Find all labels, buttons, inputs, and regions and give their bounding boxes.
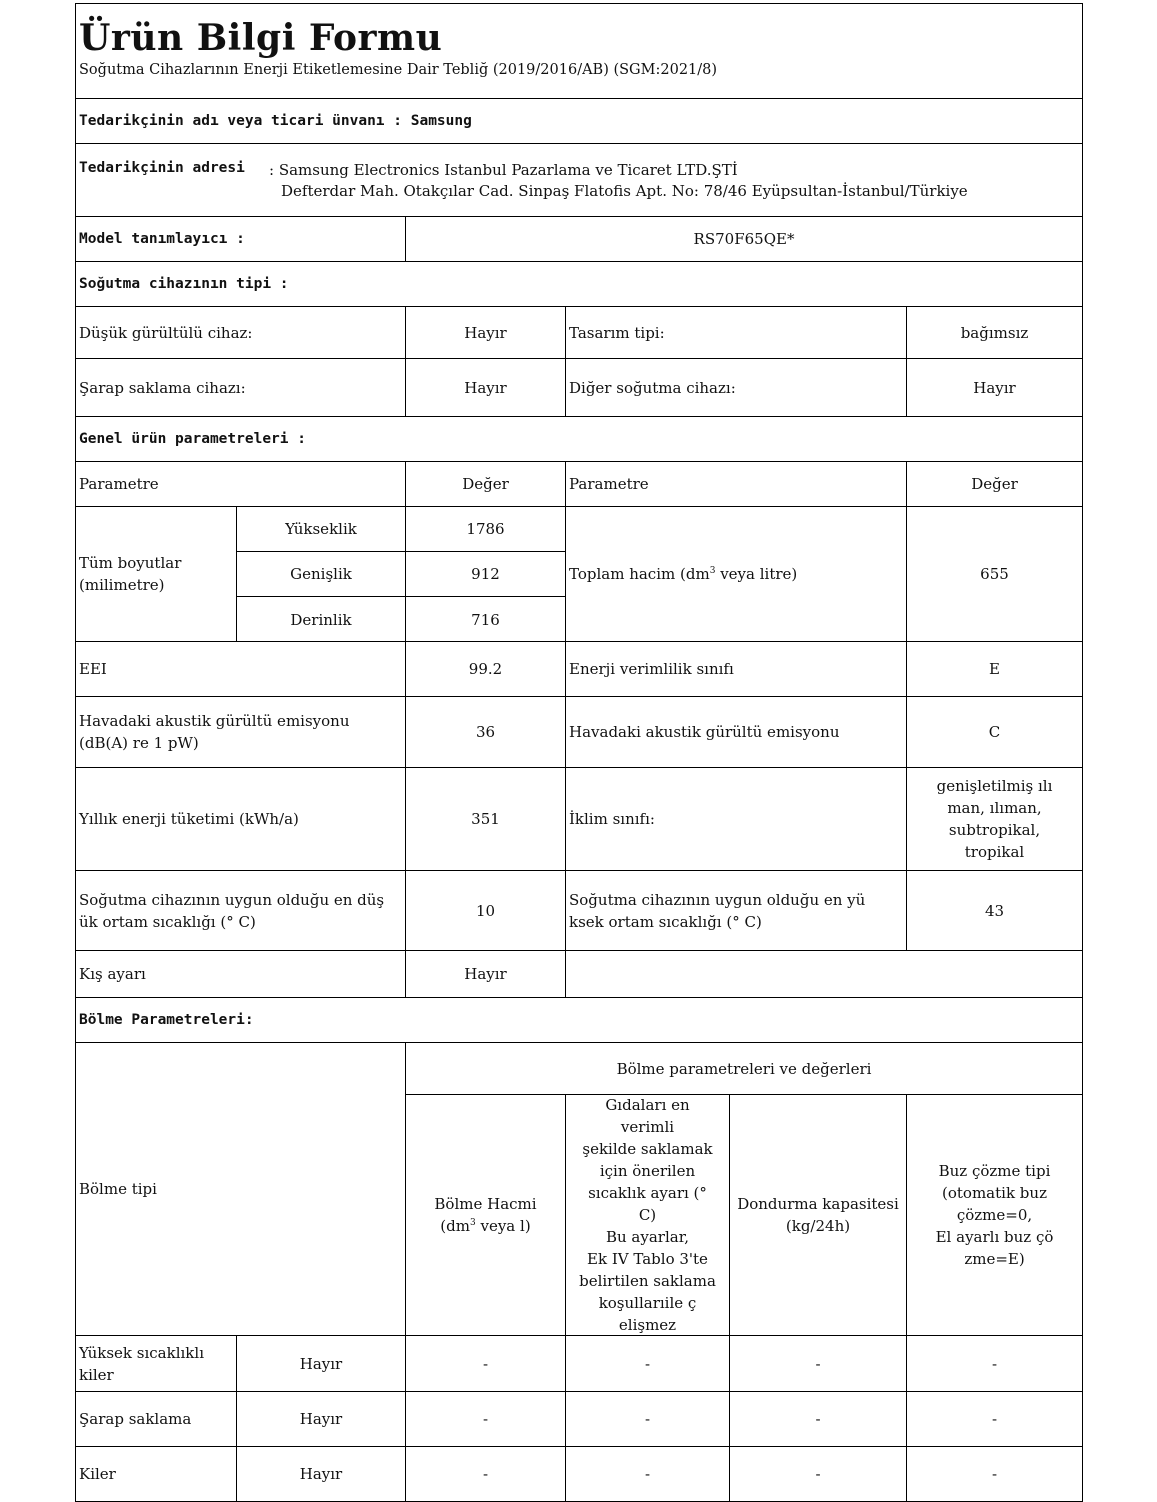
height-label: Yükseklik [237,507,405,552]
type-heading-row [76,262,1082,307]
total-volume-label-post: veya litre) [715,565,798,583]
compartment-temp: - [566,1447,730,1501]
max-temp-label [566,871,907,950]
compartment-defrost: - [991,1410,998,1428]
compartment-name-line2: kiler [79,1365,114,1384]
temp-header-line-4: için önerilen [599,1161,696,1180]
temp-header-line-10: koşullarıile ç [598,1293,697,1312]
depth-label: Derinlik [290,610,352,629]
supplier-row [76,99,1082,144]
freeze-header-line1: Dondurma kapasitesi [737,1194,899,1213]
compartment-name-line1: Yüksek sıcaklıklı [79,1343,204,1362]
eei-value: 99.2 [406,642,566,696]
annual-energy-value: 351 [406,768,566,870]
width-value: 912 [406,552,565,597]
temperature-row [76,871,1082,951]
temp-header-line-2: verimli [620,1117,675,1136]
compartment-temp-header [566,1094,730,1335]
noise-class-value: C [988,723,1001,741]
compartment-present: Hayır [237,1336,406,1391]
annual-energy-row [76,768,1082,871]
compartment-row [76,1336,1082,1392]
noise-value-label [76,697,406,767]
compartment-group-label: Bölme parametreleri ve değerleri [406,1043,1082,1095]
compartment-temp: - [566,1392,730,1446]
temp-header-line-1: Gıdaları en [605,1095,690,1114]
compartment-header-row [76,1043,1082,1336]
noise-value: 36 [406,697,566,767]
address-row [76,144,1082,217]
compartment-name-line1: Kiler [79,1465,116,1483]
model-label: Model tanımlayıcı : [76,217,406,261]
compartment-temp: - [566,1336,730,1391]
climate-label: İklim sınıfı: [566,768,907,870]
noise-label-line1: Havadaki akustik gürültü emisyonu [79,712,350,730]
total-volume-label [566,507,907,641]
climate-line-3: subtropikal, [948,821,1041,839]
compartment-present: Hayır [237,1392,406,1446]
compartment-defrost: - [991,1465,998,1483]
compartment-name [76,1336,237,1391]
compartment-name-line1: Şarap saklama [79,1410,192,1428]
volume-header-pre: (dm [440,1216,470,1235]
temp-header-line-7: Bu ayarlar, [605,1227,689,1246]
max-temp-label-line2: ksek ortam sıcaklığı (° C) [569,912,762,931]
param-header-1: Parametre [76,462,406,506]
compartment-defrost-header [907,1094,1082,1335]
address-line-2: Defterdar Mah. Otakçılar Cad. Sinpaş Flatofis Apt. No: 78/46 Eyüpsultan-İstanbul/Türkiye [281,182,968,200]
compartment-freeze: - [730,1392,907,1446]
volume-header-line1: Bölme Hacmi [434,1194,537,1213]
noise-label-line2: (dB(A) re 1 pW) [79,734,199,752]
supplier-label: Tedarikçinin adı veya ticari ünvanı : Samsung [79,113,472,129]
eei-row [76,642,1082,697]
product-info-form [75,3,1083,1502]
compartment-name [76,1447,237,1501]
max-temp-value: 43 [984,901,1005,920]
dimensions-row [76,507,1082,642]
compartment-freeze: - [730,1447,907,1501]
climate-line-1: genişletilmiş ılı [936,777,1053,795]
temp-header-line-6: C) [638,1205,657,1224]
dimension-values [406,507,566,641]
compartment-heading: Bölme Parametreleri: [79,1012,254,1028]
max-temp-label-line1: Soğutma cihazının uygun olduğu en yü [569,890,866,909]
design-type-value: bağımsız [960,323,1029,342]
defrost-header-line-1: Buz çözme tipi [938,1161,1051,1180]
dimension-names [237,507,406,641]
volume-header-sup: 3 [469,1217,476,1228]
compartment-name [76,1392,237,1446]
compartment-row [76,1392,1082,1447]
total-volume-label-sup: 3 [709,566,716,576]
defrost-header-line-5: zme=E) [964,1249,1025,1268]
defrost-header-line-4: El ayarlı buz çö [935,1227,1054,1246]
annual-energy-label: Yıllık enerji tüketimi (kWh/a) [76,768,406,870]
dimensions-label-line2: (milimetre) [79,576,165,594]
winter-empty [566,951,1082,997]
value-header-1: Değer [406,462,566,506]
depth-value: 716 [471,610,500,629]
total-volume-value: 655 [980,565,1009,583]
compartment-row [76,1447,1082,1502]
compartment-defrost: - [991,1354,998,1373]
eei-label: EEI [76,642,406,696]
energy-class-label: Enerji verimlilik sınıfı [566,642,907,696]
compartment-freeze: - [730,1336,907,1391]
compartment-type-label: Bölme tipi [76,1043,406,1335]
general-heading: Genel ürün parametreleri : [79,431,306,447]
energy-class-value: E [989,660,1000,678]
compartment-volume: - [406,1447,566,1501]
volume-header-post: veya l) [475,1216,531,1235]
winter-label: Kış ayarı [76,951,406,997]
temp-header-line-8: Ek IV Tablo 3'te [587,1249,708,1268]
low-noise-label: Düşük gürültülü cihaz: [76,307,406,358]
compartment-volume: - [406,1336,566,1391]
climate-line-2: man, ılıman, [947,799,1042,817]
temp-header-line-5: sıcaklık ayarı (° [588,1183,707,1202]
wine-storage-row [76,359,1082,417]
climate-line-4: tropikal [964,843,1025,861]
winter-row [76,951,1082,998]
general-heading-row [76,417,1082,462]
design-type-label: Tasarım tipi: [566,307,907,358]
other-cooling-value: Hayır [973,378,1016,397]
freeze-header-line2: (kg/24h) [785,1216,851,1235]
low-noise-row [76,307,1082,359]
width-label: Genişlik [237,552,405,597]
param-header-row [76,462,1082,507]
min-temp-label [76,871,406,950]
min-temp-value: 10 [406,871,566,950]
param-header-2: Parametre [566,462,907,506]
defrost-header-line-2: (otomatik buz [942,1183,1047,1202]
compartment-volume-header [406,1094,566,1335]
dimensions-label-line1: Tüm boyutlar [79,554,182,572]
height-value: 1786 [406,507,565,552]
temp-header-line-3: şekilde saklamak [582,1139,713,1158]
value-header-2: Değer [971,475,1018,493]
model-value: RS70F65QE* [693,230,795,248]
min-temp-label-line2: ük ortam sıcaklığı (° C) [79,912,256,931]
address-label: Tedarikçinin adresi [79,160,245,176]
noise-row [76,697,1082,768]
wine-storage-label: Şarap saklama cihazı: [76,359,406,416]
page-title: Ürün Bilgi Formu [79,17,443,59]
min-temp-label-line1: Soğutma cihazının uygun olduğu en düş [79,890,385,909]
address-line-1: : Samsung Electronics Istanbul Pazarlama ve Ticaret LTD.ŞTİ [269,161,738,179]
title-block [76,4,1082,99]
noise-class-label: Havadaki akustik gürültü emisyonu [566,697,907,767]
winter-value: Hayır [406,951,566,997]
temp-header-line-11: elişmez [618,1315,677,1334]
dimensions-label [76,507,237,641]
compartment-present: Hayır [237,1447,406,1501]
low-noise-value: Hayır [406,307,566,358]
page-subtitle: Soğutma Cihazlarının Enerji Etiketlemesine Dair Tebliğ (2019/2016/AB) (SGM:2021/8) [79,62,718,78]
temp-header-line-9: belirtilen saklama [579,1271,716,1290]
climate-value [907,768,1082,870]
wine-storage-value: Hayır [406,359,566,416]
model-row [76,217,1082,262]
defrost-header-line-3: çözme=0, [956,1205,1033,1224]
compartment-freeze-header [730,1094,907,1335]
total-volume-label-pre: Toplam hacim (dm [569,565,710,583]
compartment-heading-row [76,998,1082,1043]
other-cooling-label: Diğer soğutma cihazı: [566,359,907,416]
type-heading: Soğutma cihazının tipi : [79,276,289,292]
compartment-volume: - [406,1392,566,1446]
